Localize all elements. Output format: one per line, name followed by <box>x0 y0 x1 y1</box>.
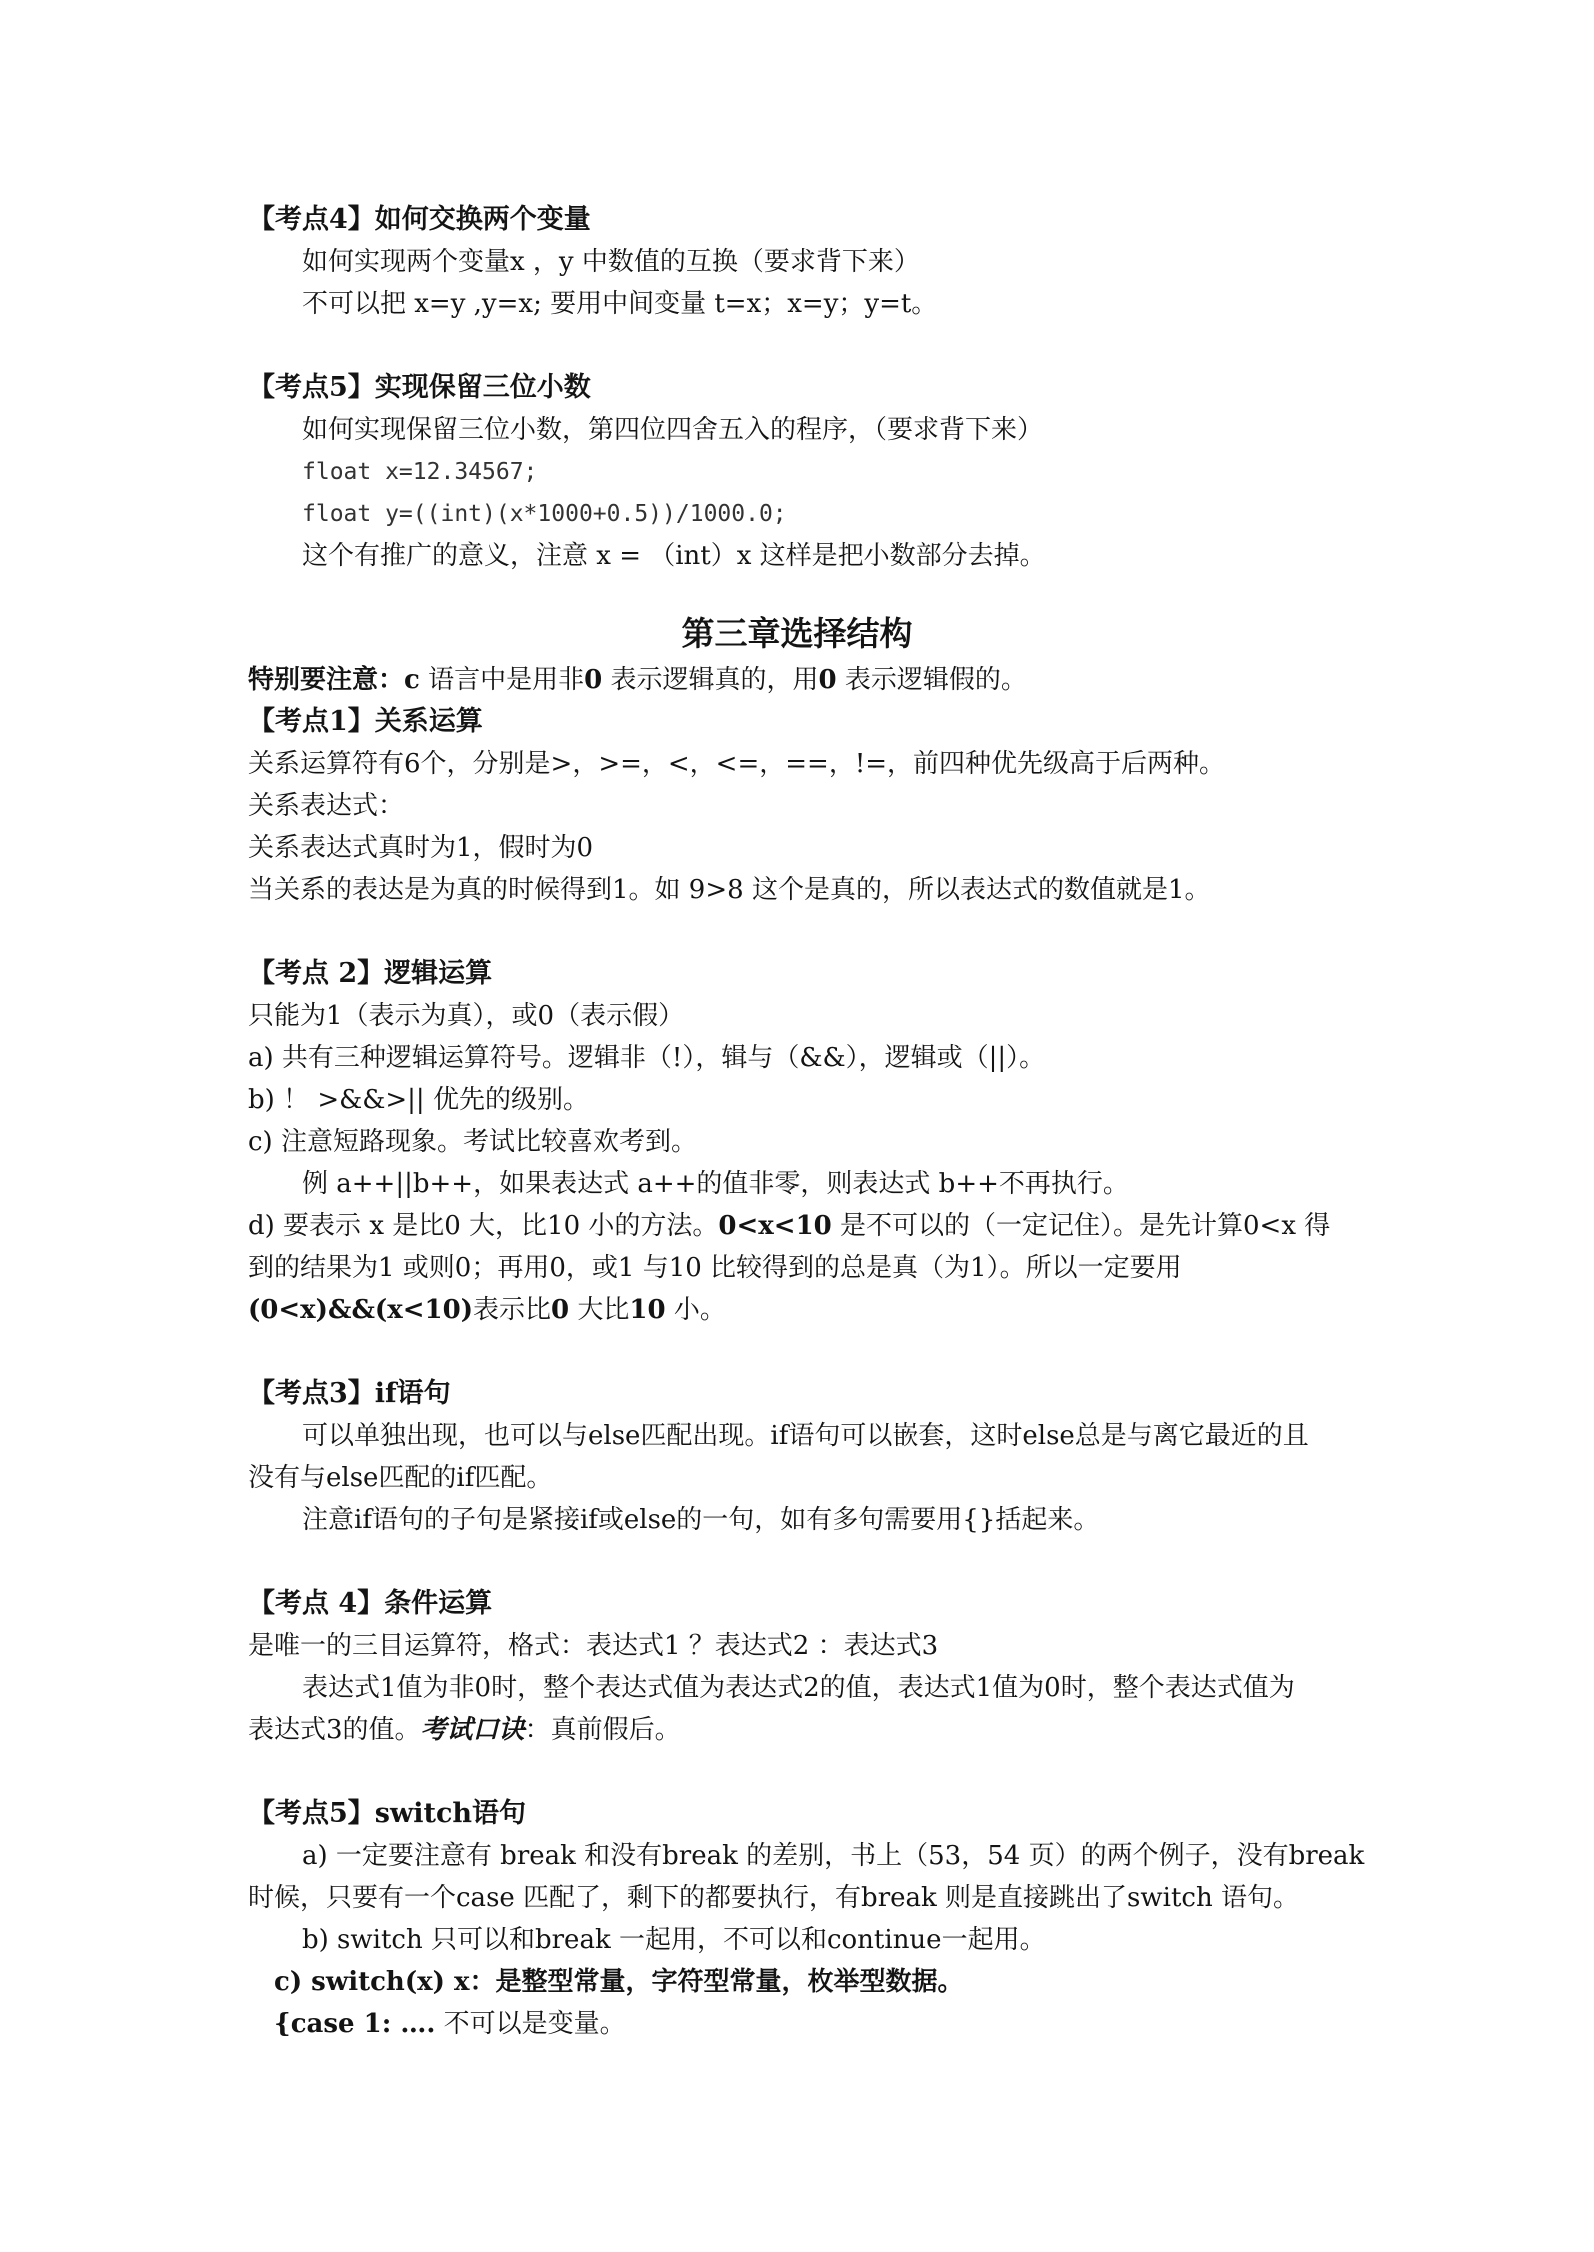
paragraph-line: {case 1: …. 不可以是变量。 <box>274 2009 626 2039</box>
list-item: a) 一定要注意有 break 和没有break 的差别，书上（53，54 页）的两个例子，没有break <box>302 1841 1365 1871</box>
paragraph-line: 如何实现保留三位小数，第四位四舍五入的程序，（要求背下来） <box>302 415 1044 445</box>
paragraph-line: 时候，只要有一个case 匹配了，剩下的都要执行，有break 则是直接跳出了switch 语句。 <box>248 1883 1299 1913</box>
paragraph-line: 表达式1值为非0时，整个表达式值为表达式2的值，表达式1值为0时，整个表达式值为 <box>302 1673 1295 1703</box>
paragraph-line: 关系表达式： <box>248 791 405 821</box>
paragraph-line: 不可以把 x=y ,y=x; 要用中间变量 t=x；x=y；y=t。 <box>302 289 938 319</box>
section-heading-swap: 【考点4】如何交换两个变量 <box>248 204 591 235</box>
paragraph-line: 是唯一的三目运算符，格式：表达式1 ？表达式2 ：表达式3 <box>248 1631 939 1661</box>
paragraph-line: 这个有推广的意义，注意 x = （int）x 这样是把小数部分去掉。 <box>302 541 1046 571</box>
list-item: c) switch(x) x：是整型常量，字符型常量，枚举型数据。 <box>274 1967 964 1997</box>
section-heading-if: 【考点3】if语句 <box>248 1378 451 1409</box>
list-item: a) 共有三种逻辑运算符号。逻辑非（!），辑与（&&），逻辑或（||）。 <box>248 1043 1046 1073</box>
list-item: b) switch 只可以和break 一起用，不可以和continue一起用。 <box>302 1925 1046 1955</box>
paragraph-line: 表达式3的值。考试口诀：真前假后。 <box>248 1715 681 1745</box>
paragraph-line: 到的结果为1 或则0；再用0，或1 与10 比较得到的总是真（为1）。所以一定要用 <box>248 1253 1182 1283</box>
mnemonic-label: 考试口诀 <box>420 1715 525 1745</box>
code-line: float y=((int)(x*1000+0.5))/1000.0; <box>302 501 787 527</box>
list-item: b) ！ >&&>|| 优先的级别。 <box>248 1085 589 1115</box>
section-heading-logical: 【考点 2】逻辑运算 <box>248 958 493 989</box>
paragraph-line: 没有与else匹配的if匹配。 <box>248 1463 553 1493</box>
paragraph-line: (0<x)&&(x<10)表示比0 大比10 小。 <box>248 1295 726 1325</box>
list-item: c) 注意短路现象。考试比较喜欢考到。 <box>248 1127 697 1157</box>
paragraph-line: 如何实现两个变量x ，y 中数值的互换（要求背下来） <box>302 247 920 277</box>
section-heading-relational: 【考点1】关系运算 <box>248 706 483 737</box>
section-heading-switch: 【考点5】switch语句 <box>248 1798 527 1829</box>
example-line: 例 a++||b++，如果表达式 a++的值非零，则表达式 b++不再执行。 <box>302 1169 1129 1199</box>
section-heading-conditional: 【考点 4】条件运算 <box>248 1588 493 1619</box>
section-heading-rounding: 【考点5】实现保留三位小数 <box>248 372 591 403</box>
chapter-note: 特别要注意：c 语言中是用非0 表示逻辑真的，用0 表示逻辑假的。 <box>248 665 1027 695</box>
chapter-title: 第三章选择结构 <box>681 614 913 653</box>
paragraph-line: 只能为1（表示为真），或0（表示假） <box>248 1001 685 1031</box>
note-label: 特别要注意：c <box>248 665 420 695</box>
list-item: d) 要表示 x 是比0 大，比10 小的方法。0<x<10 是不可以的（一定记住）。是先计算0<x 得 <box>248 1211 1331 1241</box>
paragraph-line: 当关系的表达是为真的时候得到1。如 9>8 这个是真的，所以表达式的数值就是1。 <box>248 875 1211 905</box>
paragraph-line: 关系表达式真时为1，假时为0 <box>248 833 594 863</box>
paragraph-line: 注意if语句的子句是紧接if或else的一句，如有多句需要用{}括起来。 <box>302 1505 1100 1535</box>
code-line: float x=12.34567; <box>302 459 538 485</box>
paragraph-line: 可以单独出现，也可以与else匹配出现。if语句可以嵌套，这时else总是与离它最近的且 <box>302 1421 1309 1451</box>
paragraph-line: 关系运算符有6个，分别是>，>=，<，<=，==，!=，前四种优先级高于后两种。 <box>248 749 1226 779</box>
